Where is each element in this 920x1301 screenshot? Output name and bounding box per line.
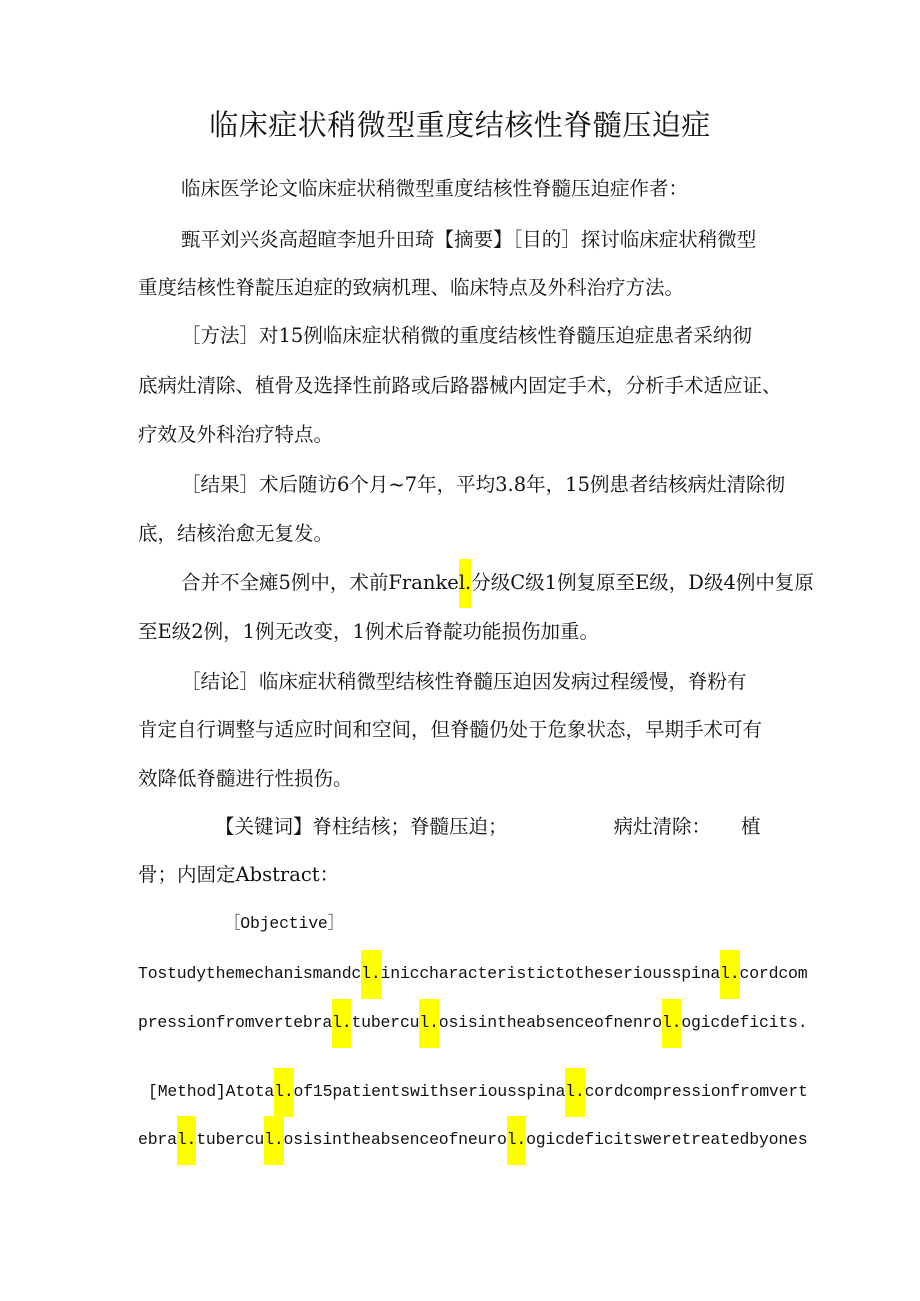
paragraph-line — [181, 321, 752, 351]
text-run: iniccharacteristictotheseriousspina — [380, 964, 721, 983]
text-run: ebra — [138, 1130, 177, 1149]
text-run: 合并不全瘫5例中，术前Franke — [181, 571, 459, 594]
paragraph-line — [138, 420, 333, 450]
paragraph-line — [181, 174, 688, 204]
paragraph-line — [138, 764, 353, 794]
text-run: ［Objective］ — [224, 914, 344, 933]
text-run: ［结论］临床症状稍微型结核性脊髓压迫因发病过程缓慢，脊粉有 — [181, 670, 747, 693]
highlight-mark: l. — [565, 1068, 584, 1117]
keywords-line — [215, 812, 761, 842]
highlight-mark: l. — [361, 950, 380, 999]
text-run: tubercu — [196, 1130, 265, 1149]
abstract-line — [138, 1008, 807, 1038]
text-run: ［方法］对15例临床症状稍微的重度结核性脊髓压迫症患者采纳彻 — [181, 324, 752, 347]
paragraph-line — [138, 371, 782, 401]
paragraph-line — [181, 470, 785, 500]
text-run: 骨；内固定Abstract： — [138, 863, 340, 886]
text-run: 至E级2例，1例无改变，1例术后脊靛功能损伤加重。 — [138, 620, 599, 643]
highlight-mark: l. — [662, 999, 681, 1048]
text-run: 效降低脊髓进行性损伤。 — [138, 767, 353, 790]
text-run: 临床医学论文临床症状稍微型重度结核性脊髓压迫症作者： — [181, 177, 689, 200]
highlight-mark: l. — [177, 1116, 196, 1165]
text-run: 【关键词】脊柱结核；脊髓压迫； — [215, 815, 508, 838]
text-run: 甄平刘兴炎高超暄李旭升田琦【摘要】［目的］探讨临床症状稍微型 — [181, 228, 757, 251]
paragraph-line — [138, 519, 333, 549]
text-run: 疗效及外科治疗特点。 — [138, 423, 334, 446]
abstract-line — [148, 1077, 808, 1107]
text-run: [Method]Atota — [148, 1082, 275, 1101]
text-run: Tostudythemechanismandc — [138, 964, 362, 983]
paragraph-line — [181, 568, 814, 598]
text-run: ogicdeficits. — [681, 1013, 808, 1032]
text-run: ogicdeficitsweretreatedbyones — [526, 1130, 808, 1149]
highlight-mark: l. — [274, 1068, 293, 1117]
text-run: cordcompressionfromvert — [584, 1082, 808, 1101]
abstract-heading — [224, 909, 344, 939]
text-run: 植 — [741, 815, 761, 838]
text-run: ［结果］术后随访6个月~7年，平均3.8年，15例患者结核病灶清除彻 — [181, 473, 785, 496]
paragraph-line — [138, 617, 599, 647]
highlight-mark: l. — [507, 1116, 526, 1165]
text-run: 底，结核治愈无复发。 — [138, 522, 334, 545]
highlight-mark: l. — [459, 559, 471, 608]
keywords-line — [138, 860, 339, 890]
highlight-mark: l. — [332, 999, 351, 1048]
paragraph-line — [181, 225, 756, 255]
text-run: cordcom — [739, 964, 808, 983]
text-run: 病灶清除： — [613, 815, 712, 838]
highlight-mark: l. — [720, 950, 739, 999]
text-run: tubercu — [351, 1013, 420, 1032]
text-run: 肯定自行调整与适应时间和空间，但脊髓仍处于危象状态，早期手术可有 — [138, 718, 763, 741]
highlight-mark: l. — [419, 999, 438, 1048]
text-run: osisintheabsenceofneuro — [283, 1130, 507, 1149]
abstract-line — [138, 1125, 807, 1155]
paragraph-line — [138, 715, 762, 745]
document-title: 临床症状稍微型重度结核性脊髓压迫症 — [209, 108, 711, 142]
text-run: of15patientswithseriousspina — [293, 1082, 566, 1101]
text-run: osisintheabsenceofnenro — [438, 1013, 662, 1032]
text-run: 分级C级1例复原至E级，D级4例中复原 — [471, 571, 814, 594]
text-run: pressionfromvertebra — [138, 1013, 333, 1032]
paragraph-line — [181, 667, 747, 697]
paragraph-line — [138, 273, 684, 303]
abstract-line — [138, 959, 807, 989]
text-run: 重度结核性脊靛压迫症的致病机理、临床特点及外科治疗方法。 — [138, 276, 685, 299]
highlight-mark: l. — [264, 1116, 283, 1165]
text-run: 底病灶清除、植骨及选择性前路或后路器械内固定手术，分析手术适应证、 — [138, 374, 782, 397]
